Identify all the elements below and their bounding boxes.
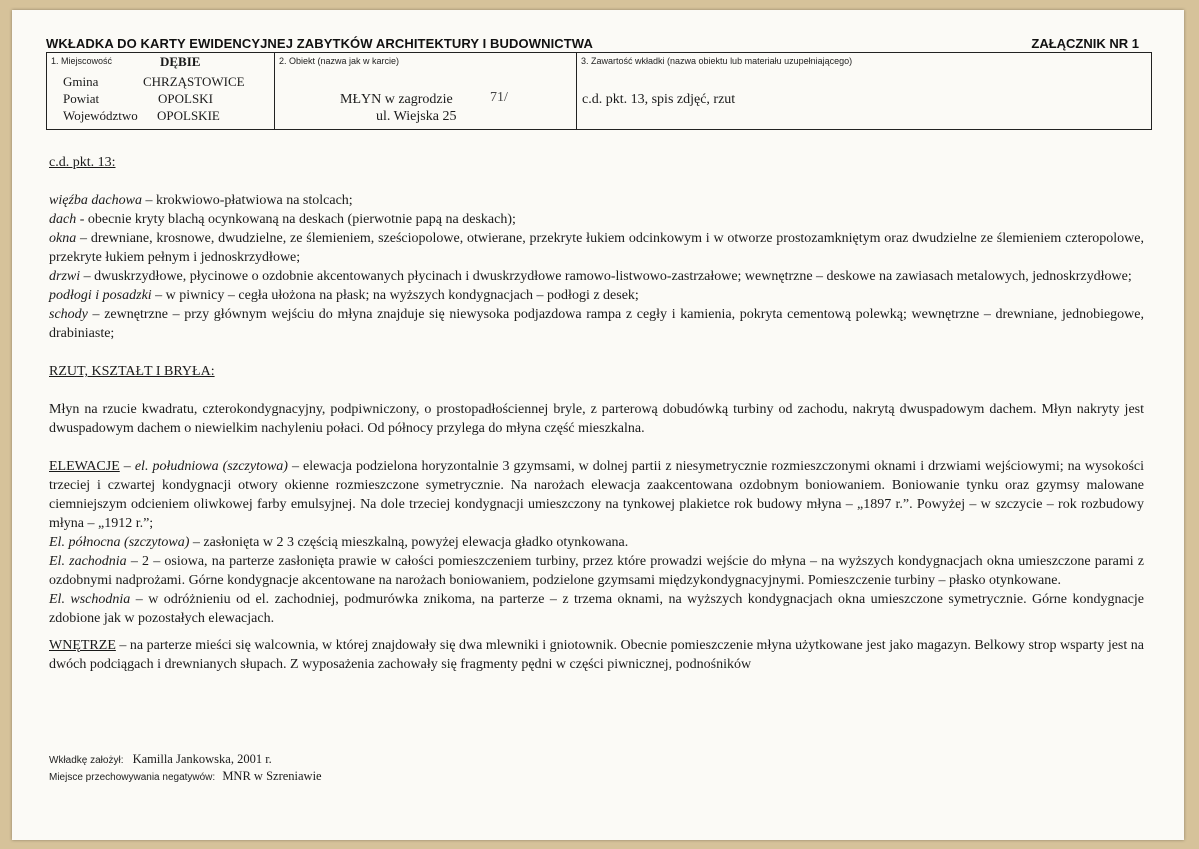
list-item: podłogi i posadzki – w piwnicy – cegła ułożona na płask; na wyższych kondygnacjach – podłogi z desek; [49,288,639,303]
elewacje-south: ELEWACJE – el. południowa (szczytowa) – elewacja podzielona horyzontalnie 3 gzymsami, w dolnej partii z niesymetrycznie rozmieszczonymi oknami i drzwiami wejściowymi; na wysokości trzeciej i czwartej kondygnacji otwory okienne rozmieszczone symetrycznie. Na narożach elewacja zaakcentowana ozdobnym boniowaniem. Boniowanie tynku oraz gzymsy malowane ciemniejszym odcieniem oliwkowej farby emulsyjnej. Na dole trzeciej kondygnacji umieszczony na tynkowej plakietce rok budowy młyna – „1897 r.”. Powyżej – w szczycie – rok rozbudowy młyna – „1912 r.”; [49,459,1145,531]
author-value: Kamilla Jankowska, 2001 r. [132,752,272,766]
contents-value: c.d. pkt. 13, spis zdjęć, rzut [582,92,736,107]
object-line1: MŁYN w zagrodzie [340,92,453,107]
gmina-value: CHRZĄSTOWICE [143,74,245,89]
locality-cell [47,53,275,129]
elewacje-north: El. północna (szczytowa) – zasłonięta w 2 3 częścią mieszkalną, powyżej elewacja gładko otynkowana. [49,535,629,550]
rzut-paragraph: Młyn na rzucie kwadratu, czterokondygnacyjny, podpiwniczony, o prostopadłościennej bryle, z parterową dobudówką turbiny od zachodu, nakrytą dwuspadowym dachem. Młyn nakryty jest dwuspadowym dachem o niewielkim nachyleniu połaci. Od północy przylega do młyna część mieszkalna. [49,402,1144,436]
wojewodztwo-label: Województwo [63,108,138,123]
locality-label: 1. Miejscowość [51,56,113,66]
rzut-heading: RZUT, KSZTAŁT I BRYŁA: [49,364,215,379]
locality-value: DĘBIE [160,54,201,69]
gmina-label: Gmina [63,74,99,89]
list-item: więźba dachowa – krokwiowo-płatwiowa na stolcach; [49,193,353,208]
annex-number: ZAŁĄCZNIK NR 1 [1031,36,1139,51]
contents-label: 3. Zawartość wkładki (nazwa obiektu lub materiału uzupełniającego) [581,56,853,66]
contents-cell [577,53,1151,129]
list-item: okna – drewniane, krosnowe, dwudzielne, ze ślemieniem, sześciopolowe, otwierane, przekryte łukiem odcinkowym i w otworze prostozamkniętym oraz dwudzielne ze ślemieniem czteropolowe, przekryte łukiem pełnym i jednoskrzydłowe; [49,231,1144,265]
elewacje-west: El. zachodnia – 2 – osiowa, na parterze zasłonięta prawie w całości pomieszczeniem turbiny, przez które prowadzi wejście do młyna – na wyższych kondygnacjach okna umieszczone parami z ozdobnymi nadprożami. Górne kondygnacje akcentowane na narożach boniowaniem, podzielone gzymsami międzykondygnacyjnymi. Pomieszczenie turbiny – płasko otynkowane. [49,554,1144,588]
wnetrze-heading: WNĘTRZE [49,638,116,653]
list-item: schody – zewnętrzne – przy głównym wejściu do młyna znajduje się niewysoka podjazdowa rampa z cegły i kamienia, pokryta cementową polewką; wewnętrzne – drewniane, jednobiegowe, drabiniaste; [49,307,1144,341]
list-item: drzwi – dwuskrzydłowe, płycinowe o ozdobnie akcentowanych płycinach i dwuskrzydłowe ramowo-listwowo-zastrzałowe; wewnętrzne – deskowe na zawiasach metalowych, jednoskrzydłowe; [49,269,1132,284]
list-item: dach - obecnie kryty blachą ocynkowaną na deskach (pierwotnie papą na deskach); [49,212,516,227]
negatives-label: Miejsce przechowywania negatywów: [49,772,216,783]
powiat-label: Powiat [63,91,100,106]
header-table [46,52,1152,130]
elewacje-heading: ELEWACJE [49,459,120,474]
object-label: 2. Obiekt (nazwa jak w karcie) [279,56,400,66]
wojewodztwo-value: OPOLSKIE [157,108,220,123]
author-label: Wkładkę założył: [49,755,124,766]
elewacje-east: El. wschodnia – w odróżnieniu od el. zachodniej, podmurówka znikoma, na parterze – z trzema oknami, na wyższych kondygnacjach okna umieszczone symetrycznie. Górne kondygnacje zdobione jak w pozostałych elewacjach. [49,592,1144,626]
object-cell [275,53,577,129]
negatives-value: MNR w Szreniawie [222,769,322,783]
footer-negatives [49,769,322,784]
intro-heading: c.d. pkt. 13: [49,155,116,170]
document-body [49,153,1144,674]
object-line2: ul. Wiejska 25 [376,109,457,124]
object-number: 71/ [490,90,508,105]
footer-author [49,752,272,767]
powiat-value: OPOLSKI [158,91,213,106]
wnetrze-paragraph: WNĘTRZE – na parterze mieści się walcownia, w której znajdowały się dwa mlewniki i gniotownik. Obecnie pomieszczenie młyna użytkowane jest jako magazyn. Belkowy strop wsparty jest na dwóch podciągach i drewnianych słupach. Z wyposażenia zachowały się fragmenty pędni w części piwnicznej, podnośników [49,638,1144,672]
document-title: WKŁADKA DO KARTY EWIDENCYJNEJ ZABYTKÓW ARCHITEKTURY I BUDOWNICTWA [46,36,593,51]
